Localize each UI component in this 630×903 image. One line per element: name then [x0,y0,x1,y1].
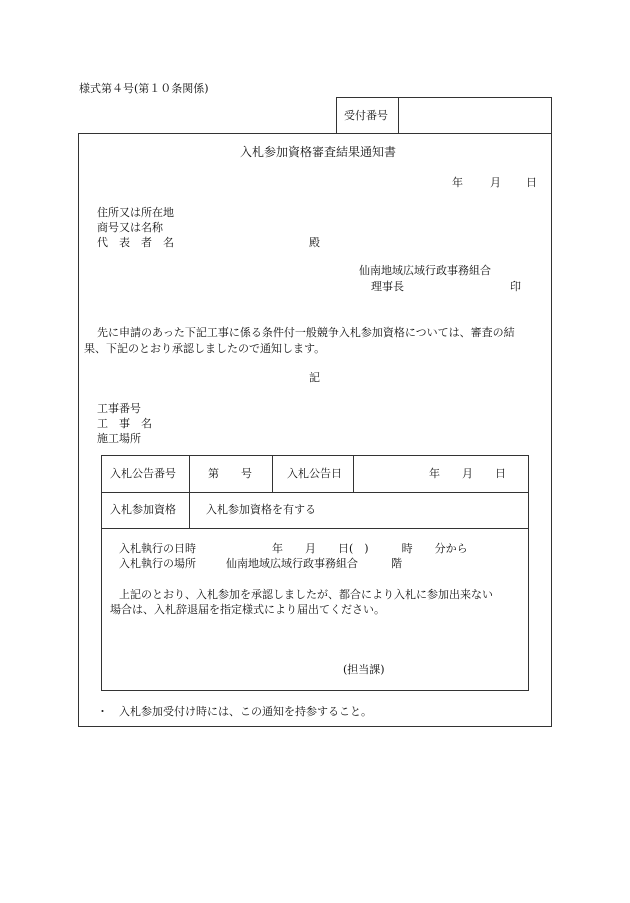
form-number-label: 様式第４号(第１０条関係) [79,82,209,95]
notice-date-value: 年 月 日 [429,467,506,480]
note-line-1: 上記のとおり、入札参加を承認しましたが、都合により入札に参加出来ない [119,588,493,601]
footer-note-text: 入札参加受付け時には、この通知を持参すること。 [119,705,372,718]
footer-bullet: ・ [97,705,108,718]
notice-number-value: 第 号 [208,467,252,480]
notice-number-label: 入札公告番号 [110,467,176,480]
body-text-line-1: 先に申請のあった下記工事に係る条件付一般競争入札参加資格については、審査の結 [97,326,515,339]
ki-heading: 記 [309,371,320,384]
bid-info-table [101,455,529,691]
notice-date-label: 入札公告日 [287,467,342,480]
qualification-label: 入札参加資格 [110,503,176,516]
company-name-label: 商号又は名称 [97,221,163,234]
execution-place-label: 入札執行の場所 [119,557,196,570]
note-line-2: 場合は、入札辞退届を指定様式により届出てください。 [110,603,385,616]
execution-datetime-value: 年 月 日( ) 時 分から [272,542,468,555]
date-day: 日 [526,176,537,189]
qualification-value: 入札参加資格を有する [206,503,316,516]
honorific: 殿 [309,236,320,249]
document-title: 入札参加資格審査結果通知書 [240,145,397,159]
date-year: 年 [452,176,463,189]
contact-department: (担当課) [343,663,385,676]
address-label: 住所又は所在地 [97,206,174,219]
execution-place-value: 仙南地域広域行政事務組合 階 [226,557,402,570]
sender-title: 理事長 [371,280,404,293]
project-name-label: 工 事 名 [97,417,152,430]
date-month: 月 [490,176,501,189]
receipt-number-label: 受付番号 [344,109,388,122]
representative-label: 代 表 者 名 [97,236,174,249]
body-text-line-2: 果、下記のとおり承認しましたので通知します。 [84,342,326,355]
project-number-label: 工事番号 [97,402,141,415]
execution-datetime-label: 入札執行の日時 [119,542,196,555]
seal-mark: 印 [510,280,521,293]
sender-organization: 仙南地域広域行政事務組合 [359,264,491,277]
construction-site-label: 施工場所 [97,432,141,445]
